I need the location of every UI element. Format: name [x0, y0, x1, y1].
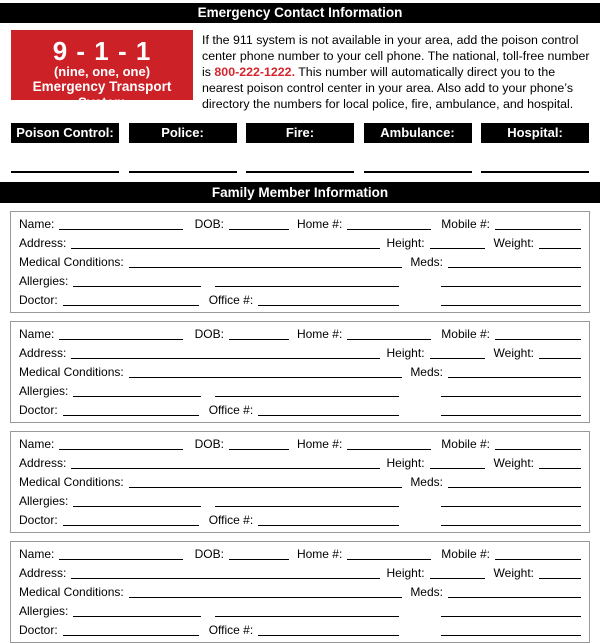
allergies-blank-line: [73, 286, 201, 287]
height-label: Height:: [386, 346, 425, 360]
name-label: Name:: [19, 437, 55, 451]
member-row-allergies: [19, 601, 581, 620]
member-row-address: [19, 563, 581, 582]
doctor-label: Doctor:: [19, 623, 58, 637]
home-number-blank-line: [347, 449, 431, 450]
address-label: Address:: [19, 346, 67, 360]
home-number-label: Home #:: [296, 327, 343, 341]
office-number-blank-line: [258, 525, 399, 526]
dob-blank-line: [229, 229, 289, 230]
hospital-label: Hospital:: [481, 123, 589, 143]
allergies-blank-line: [73, 616, 201, 617]
meds-blank-line: [448, 487, 581, 488]
meds-extra-blank-line-2: [441, 525, 581, 526]
family-member-header-bar: [0, 182, 600, 203]
home-number-blank-line: [347, 559, 431, 560]
dob-label: DOB:: [194, 327, 224, 341]
member-row-name: [19, 324, 581, 343]
office-number-label: Office #:: [208, 293, 254, 307]
emergency-contact-header-bar: [0, 3, 600, 23]
member-row-medical: [19, 472, 581, 491]
weight-blank-line: [539, 248, 581, 249]
emergency-form-page: [0, 3, 600, 643]
medical-conditions-label: Medical Conditions:: [19, 365, 124, 379]
mobile-number-blank-line: [495, 559, 581, 560]
meds-label: Meds:: [410, 475, 443, 489]
name-blank-line: [59, 229, 182, 230]
weight-blank-line: [539, 578, 581, 579]
meds-blank-line: [448, 267, 581, 268]
emergency-contact-title: Emergency Contact Information: [197, 5, 403, 20]
medical-conditions-label: Medical Conditions:: [19, 255, 124, 269]
medical-conditions-blank-line: [129, 267, 403, 268]
member-row-name: [19, 544, 581, 563]
hospital-blank-line: [481, 171, 589, 173]
instructions-text-after: This number will automatically direct you to the nearest poison control center in your area. Also add to your phone’s directory the numbers for local police, fire, ambulance, and hospital.: [202, 65, 574, 111]
911-system-name: Emergency Transport System: [32, 79, 172, 110]
meds-blank-line: [448, 377, 581, 378]
height-label: Height:: [386, 236, 425, 250]
fire-blank-line: [246, 171, 354, 173]
allergies-blank-line: [73, 506, 201, 507]
height-label: Height:: [386, 456, 425, 470]
allergies-extra-blank-line: [215, 286, 399, 287]
member-row-address: [19, 343, 581, 362]
mobile-number-label: Mobile #:: [441, 217, 490, 231]
member-row-name: [19, 434, 581, 453]
ambulance-label: Ambulance:: [364, 123, 472, 143]
medical-conditions-blank-line: [129, 597, 403, 598]
poison-control-blank-line: [11, 171, 119, 173]
mobile-number-label: Mobile #:: [441, 437, 490, 451]
mobile-number-blank-line: [495, 449, 581, 450]
family-member-block: [10, 431, 590, 533]
meds-label: Meds:: [410, 365, 443, 379]
meds-blank-line: [448, 597, 581, 598]
medical-conditions-label: Medical Conditions:: [19, 585, 124, 599]
medical-conditions-blank-line: [129, 377, 403, 378]
mobile-number-blank-line: [495, 229, 581, 230]
meds-extra-blank-line-1: [441, 616, 581, 617]
member-row-medical: [19, 362, 581, 381]
doctor-blank-line: [63, 525, 199, 526]
instructions-paragraph: [202, 30, 595, 112]
office-number-label: Office #:: [208, 513, 254, 527]
doctor-blank-line: [63, 635, 199, 636]
member-row-medical: [19, 582, 581, 601]
home-number-label: Home #:: [296, 547, 343, 561]
member-row-address: [19, 233, 581, 252]
dob-label: DOB:: [194, 547, 224, 561]
doctor-label: Doctor:: [19, 403, 58, 417]
dob-blank-line: [229, 339, 289, 340]
address-label: Address:: [19, 236, 67, 250]
member-row-allergies: [19, 491, 581, 510]
address-blank-line: [71, 468, 379, 469]
name-blank-line: [59, 339, 182, 340]
poison-control-label: Poison Control:: [11, 123, 119, 143]
medical-conditions-label: Medical Conditions:: [19, 475, 124, 489]
family-member-block: [10, 211, 590, 313]
hero-section: [11, 30, 595, 112]
doctor-label: Doctor:: [19, 513, 58, 527]
doctor-blank-line: [63, 415, 199, 416]
name-label: Name:: [19, 547, 55, 561]
instructions-text-before: If the 911 system is not available in your area, add the poison control center phone number to your cell phone. The national, toll-free number is: [202, 33, 590, 79]
family-member-block: [10, 321, 590, 423]
office-number-blank-line: [258, 415, 399, 416]
family-member-title: Family Member Information: [211, 185, 389, 200]
doctor-blank-line: [63, 305, 199, 306]
name-blank-line: [59, 559, 182, 560]
height-blank-line: [430, 468, 485, 469]
doctor-label: Doctor:: [19, 293, 58, 307]
member-row-medical: [19, 252, 581, 271]
meds-extra-blank-line-2: [441, 305, 581, 306]
meds-extra-blank-line-1: [441, 396, 581, 397]
police-label: Police:: [129, 123, 237, 143]
contact-labels-row: [11, 123, 589, 143]
mobile-number-label: Mobile #:: [441, 327, 490, 341]
home-number-label: Home #:: [296, 217, 343, 231]
name-label: Name:: [19, 217, 55, 231]
ambulance-blank-line: [364, 171, 472, 173]
meds-label: Meds:: [410, 585, 443, 599]
medical-conditions-blank-line: [129, 487, 403, 488]
office-number-blank-line: [258, 305, 399, 306]
weight-label: Weight:: [493, 566, 534, 580]
meds-extra-blank-line-1: [441, 286, 581, 287]
weight-blank-line: [539, 358, 581, 359]
meds-label: Meds:: [410, 255, 443, 269]
meds-extra-blank-line-1: [441, 506, 581, 507]
dob-label: DOB:: [194, 217, 224, 231]
mobile-number-blank-line: [495, 339, 581, 340]
home-number-label: Home #:: [296, 437, 343, 451]
911-number: 9 - 1 - 1: [52, 36, 152, 66]
member-row-allergies: [19, 381, 581, 400]
contact-blank-lines-row: [11, 171, 589, 173]
home-number-blank-line: [347, 229, 431, 230]
member-row-doctor: [19, 510, 581, 529]
office-number-label: Office #:: [208, 403, 254, 417]
weight-label: Weight:: [493, 456, 534, 470]
allergies-blank-line: [73, 396, 201, 397]
name-label: Name:: [19, 327, 55, 341]
weight-blank-line: [539, 468, 581, 469]
allergies-extra-blank-line: [215, 506, 399, 507]
member-row-address: [19, 453, 581, 472]
address-blank-line: [71, 578, 379, 579]
member-row-allergies: [19, 271, 581, 290]
allergies-label: Allergies:: [19, 494, 69, 508]
meds-extra-blank-line-2: [441, 635, 581, 636]
poison-control-phone-number: 800-222-1222.: [214, 65, 296, 79]
office-number-label: Office #:: [208, 623, 254, 637]
home-number-blank-line: [347, 339, 431, 340]
allergies-label: Allergies:: [19, 604, 69, 618]
weight-label: Weight:: [493, 236, 534, 250]
dob-label: DOB:: [194, 437, 224, 451]
height-blank-line: [430, 358, 485, 359]
height-blank-line: [430, 248, 485, 249]
name-blank-line: [59, 449, 182, 450]
dob-blank-line: [229, 449, 289, 450]
fire-label: Fire:: [246, 123, 354, 143]
meds-extra-blank-line-2: [441, 415, 581, 416]
height-blank-line: [430, 578, 485, 579]
address-label: Address:: [19, 566, 67, 580]
family-member-block: [10, 541, 590, 643]
member-row-name: [19, 214, 581, 233]
member-row-doctor: [19, 290, 581, 309]
address-blank-line: [71, 358, 379, 359]
allergies-label: Allergies:: [19, 274, 69, 288]
911-red-box: [11, 30, 193, 110]
address-blank-line: [71, 248, 379, 249]
height-label: Height:: [386, 566, 425, 580]
member-row-doctor: [19, 400, 581, 419]
allergies-extra-blank-line: [215, 396, 399, 397]
family-members-section: [10, 211, 590, 643]
police-blank-line: [129, 171, 237, 173]
911-words: (nine, one, one): [53, 64, 151, 79]
address-label: Address:: [19, 456, 67, 470]
allergies-label: Allergies:: [19, 384, 69, 398]
allergies-extra-blank-line: [215, 616, 399, 617]
mobile-number-label: Mobile #:: [441, 547, 490, 561]
dob-blank-line: [229, 559, 289, 560]
office-number-blank-line: [258, 635, 399, 636]
weight-label: Weight:: [493, 346, 534, 360]
